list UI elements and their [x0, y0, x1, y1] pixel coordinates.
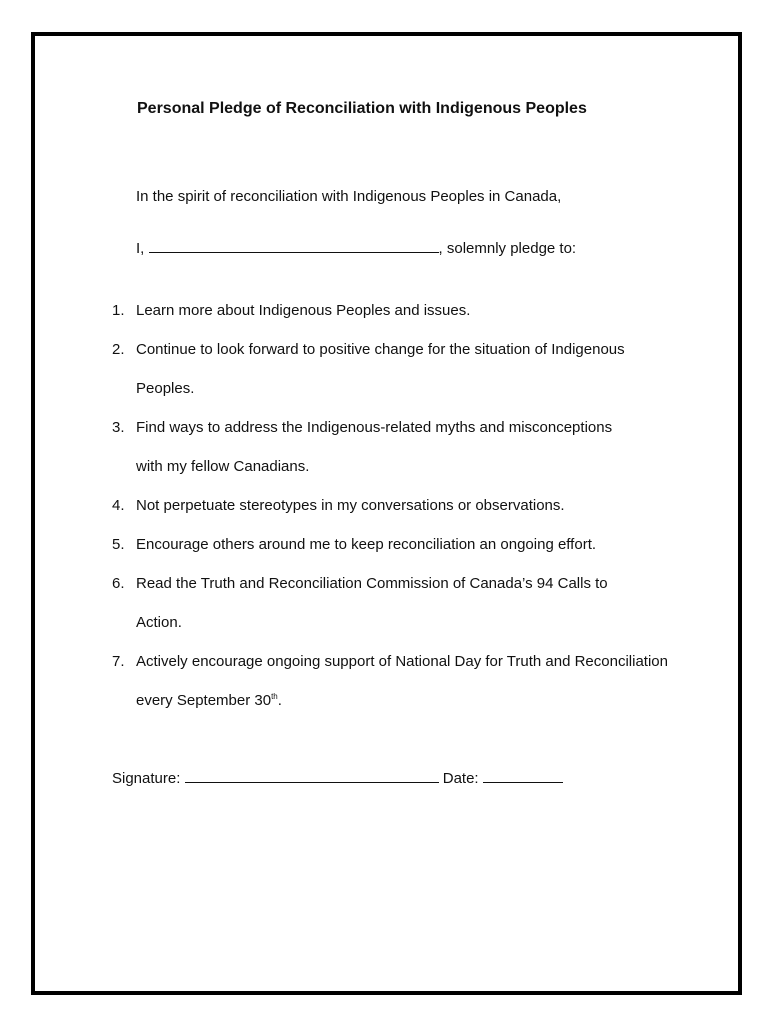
- list-item-number: 7.: [112, 653, 125, 670]
- list-item-text: Read the Truth and Reconciliation Commission of Canada’s 94 Calls to: [136, 575, 608, 592]
- pledge-line: [136, 240, 576, 257]
- list-item-text: Encourage others around me to keep reconciliation an ongoing effort.: [136, 536, 597, 553]
- list-item-text: Learn more about Indigenous Peoples and issues.: [136, 302, 471, 319]
- signature-field[interactable]: [185, 770, 439, 783]
- list-item: [112, 408, 732, 486]
- page-title: Personal Pledge of Reconciliation with Indigenous Peoples: [137, 100, 587, 117]
- list-item: [112, 564, 732, 642]
- date-label: Date:: [442, 770, 479, 787]
- pledge-suffix: , solemnly pledge to:: [438, 240, 577, 257]
- list-item-number: 6.: [112, 575, 125, 592]
- list-item-number: 1.: [112, 302, 125, 319]
- list-item-period: .: [277, 692, 282, 709]
- list-item-text-continued: [136, 692, 282, 709]
- list-item: [112, 330, 732, 408]
- pledge-list: [112, 291, 732, 720]
- list-item: [112, 291, 732, 330]
- list-item-date-text: every September 30: [136, 692, 272, 709]
- ordinal-suffix: th: [271, 692, 278, 701]
- list-item-number: 5.: [112, 536, 125, 553]
- list-item-number: 2.: [112, 341, 125, 358]
- signature-label: Signature:: [112, 770, 181, 787]
- date-field[interactable]: [483, 770, 563, 783]
- list-item-text: Continue to look forward to positive change for the situation of Indigenous: [136, 341, 625, 358]
- list-item-text-continued: Action.: [136, 614, 182, 631]
- list-item-text-continued: Peoples.: [136, 380, 195, 397]
- list-item: [112, 486, 732, 525]
- list-item-number: 4.: [112, 497, 125, 514]
- list-item-number: 3.: [112, 419, 125, 436]
- list-item-text-continued: with my fellow Canadians.: [136, 458, 310, 475]
- list-item-text: Actively encourage ongoing support of National Day for Truth and Reconciliation: [136, 653, 668, 670]
- list-item-text: Not perpetuate stereotypes in my conversations or observations.: [136, 497, 565, 514]
- name-blank-field[interactable]: [149, 240, 439, 253]
- intro-text: In the spirit of reconciliation with Indigenous Peoples in Canada,: [136, 188, 562, 205]
- list-item-text: Find ways to address the Indigenous-related myths and misconceptions: [136, 419, 613, 436]
- pledge-prefix: I,: [136, 240, 145, 257]
- signature-row: [112, 770, 563, 787]
- list-item: [112, 642, 732, 720]
- list-item: [112, 525, 732, 564]
